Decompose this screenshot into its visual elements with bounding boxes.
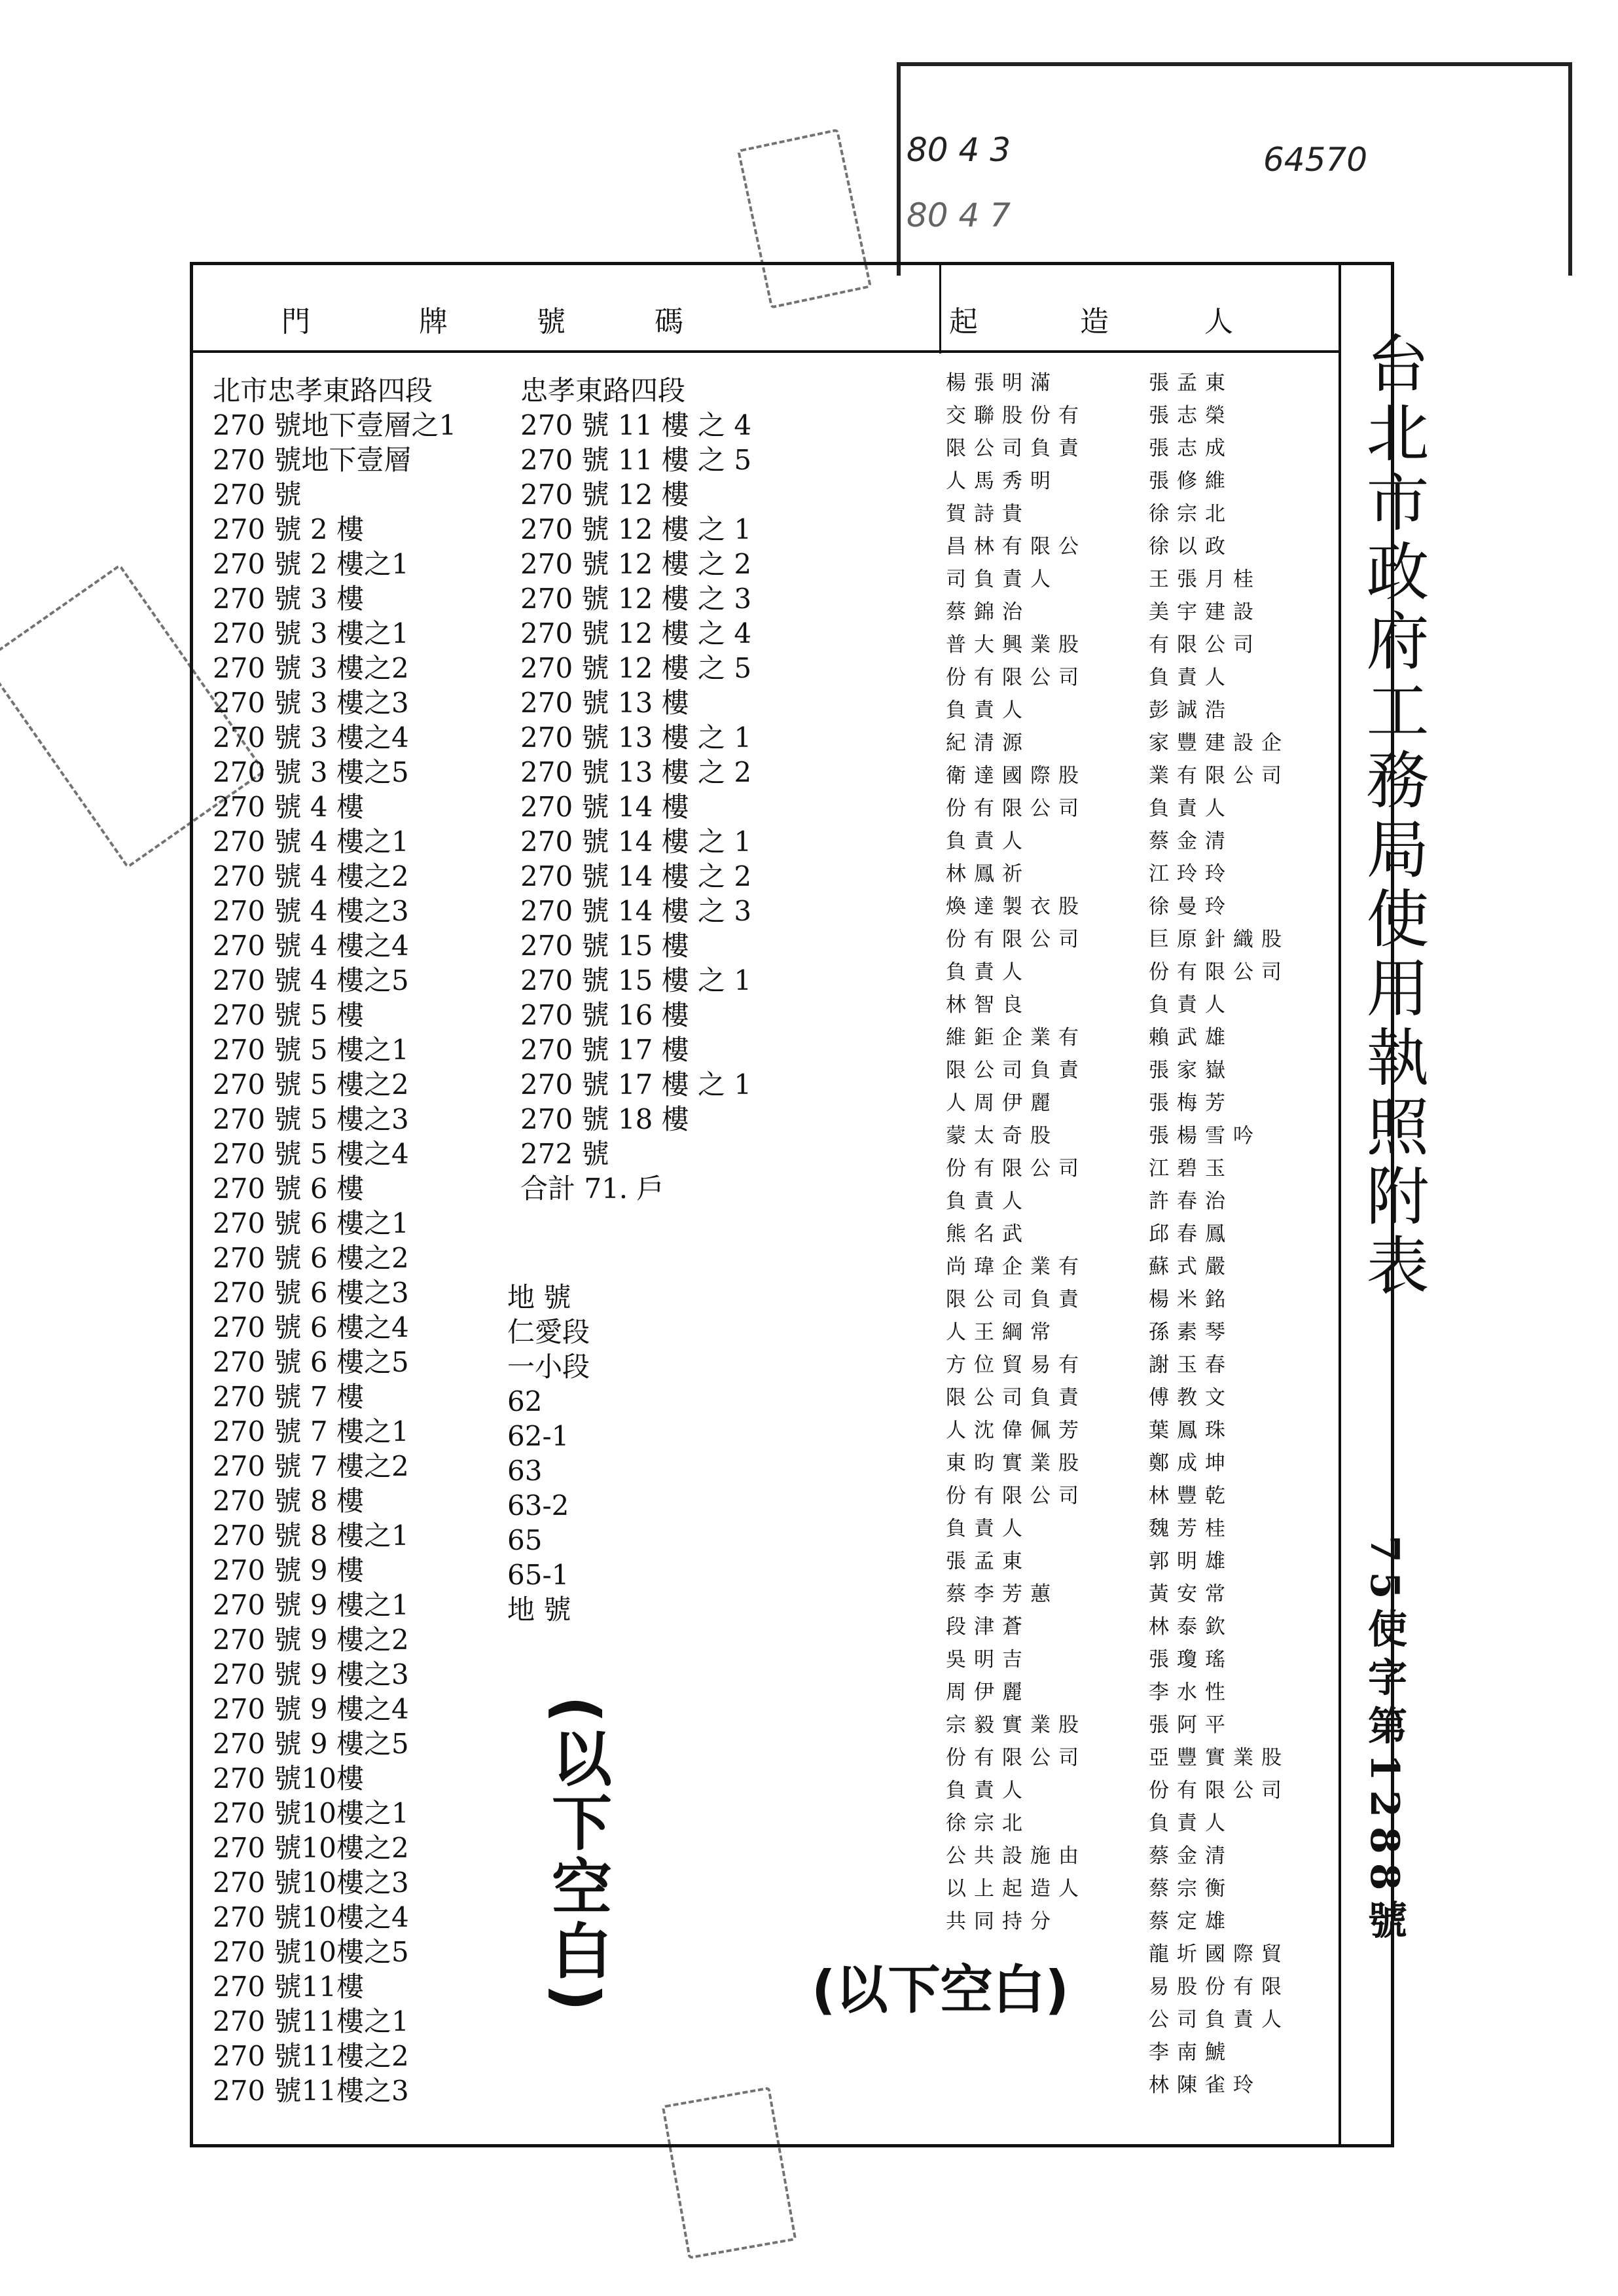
address-row: 270 號 3 樓之4 (213, 721, 409, 754)
header-address-char-1: 門 (281, 305, 312, 338)
owner-row: 鄭成坤 (1149, 1451, 1233, 1475)
owner-row: 葉鳳珠 (1149, 1419, 1233, 1442)
owner-row: 徐宗北 (1149, 502, 1233, 526)
header-owner-char-3: 人 (1204, 305, 1234, 338)
owner-row: 公司負責人 (1149, 2008, 1289, 2032)
owner-row: 林鳳祈 (946, 862, 1030, 886)
address-row: 270 號 2 樓之1 (213, 548, 409, 580)
registration-serial: 64570 (1263, 141, 1368, 179)
owner-row: 黃安常 (1149, 1582, 1233, 1606)
owner-row: 份有限公司 (946, 797, 1087, 820)
land-row: 仁愛段 (507, 1316, 590, 1348)
owner-row: 張修維 (1149, 469, 1233, 493)
owners-column-2 (1149, 367, 1289, 2102)
owner-row: 亞豐實業股 (1149, 1746, 1289, 1770)
owner-row: 負責人 (946, 960, 1030, 984)
address-row: 270 號 9 樓之2 (213, 1624, 409, 1656)
owner-row: 衛達國際股 (946, 764, 1087, 788)
address-row: 270 號 12 樓 (520, 479, 689, 511)
address-row: 270 號 5 樓之4 (213, 1138, 409, 1170)
address-row: 270 號 13 樓 之 2 (520, 756, 752, 788)
owner-row: 張楊雪吟 (1149, 1124, 1261, 1148)
owner-row: 份有限公司 (946, 1157, 1087, 1180)
owner-row: 邱春鳳 (1149, 1222, 1233, 1246)
owner-row: 巨原針織股 (1149, 928, 1289, 951)
owner-row: 份有限公司 (946, 1746, 1087, 1770)
owner-row: 負責人 (946, 1190, 1030, 1213)
owner-row: 江玲玲 (1149, 862, 1233, 886)
owner-row: 徐曼玲 (1149, 895, 1233, 919)
address-row: 270 號 7 樓之1 (213, 1415, 409, 1448)
owner-row: 負責人 (946, 699, 1030, 722)
blank-note: (以下空白) (812, 1959, 1070, 2020)
owner-row: 負責人 (946, 829, 1030, 853)
owner-row: 方位貿易有 (946, 1353, 1087, 1377)
owner-row: 張孟東 (946, 1550, 1030, 1573)
owner-row: 許春治 (1149, 1190, 1233, 1213)
owner-row: 蒙太奇股 (946, 1124, 1058, 1148)
owner-row: 昌林有限公 (946, 535, 1087, 558)
registration-header-box (897, 62, 1572, 276)
owner-row: 傅教文 (1149, 1386, 1233, 1410)
owner-row: 負責人 (946, 1779, 1030, 1802)
address-row: 270 號 12 樓 之 2 (520, 548, 752, 580)
address-row: 270 號10樓 (213, 1762, 364, 1795)
header-owner-char-2: 造 (1080, 305, 1110, 338)
owner-row: 人馬秀明 (946, 469, 1058, 493)
address-row: 270 號10樓之1 (213, 1797, 409, 1829)
address-row: 270 號 6 樓 (213, 1173, 364, 1205)
address-row: 270 號 4 樓 (213, 791, 364, 823)
registration-date-2: 80 4 7 (907, 196, 1011, 234)
address-row: 270 號 2 樓 (213, 513, 364, 545)
owner-row: 蔡金清 (1149, 1844, 1233, 1868)
address-row: 272 號 (520, 1138, 609, 1170)
address-row: 270 號 14 樓 之 1 (520, 826, 752, 858)
address-row: 270 號 13 樓 (520, 687, 689, 719)
owner-row: 公共設施由 (946, 1844, 1087, 1868)
header-address-char-2: 牌 (419, 305, 449, 338)
owner-row: 以上起造人 (946, 1877, 1087, 1901)
address-row: 270 號 17 樓 之 1 (520, 1068, 752, 1101)
owner-row: 蔡李芳蕙 (946, 1582, 1058, 1606)
owner-row: 家豐建設企 (1149, 731, 1289, 755)
owner-row: 林陳雀玲 (1149, 2073, 1261, 2097)
address-column-1 (213, 373, 456, 2108)
address-row: 270 號 7 樓 (213, 1381, 364, 1413)
owner-row: 蔡宗衡 (1149, 1877, 1233, 1901)
address-row: 270 號地下壹層 (213, 444, 412, 476)
owner-row: 張志榮 (1149, 404, 1233, 428)
address-row: 270 號 3 樓 (213, 583, 364, 615)
address-row: 270 號 9 樓之5 (213, 1728, 409, 1760)
owner-row: 美宇建設 (1149, 600, 1261, 624)
address-row: 270 號 17 樓 (520, 1034, 689, 1066)
owner-row: 限公司負責 (946, 437, 1087, 460)
owner-row: 負責人 (1149, 993, 1233, 1017)
address-row: 270 號11樓之2 (213, 2040, 409, 2072)
address-row: 270 號 6 樓之5 (213, 1346, 409, 1378)
owner-row: 紀清源 (946, 731, 1030, 755)
owner-row: 熊名武 (946, 1222, 1030, 1246)
header-owner-char-1: 起 (949, 305, 979, 338)
owner-row: 業有限公司 (1149, 764, 1289, 788)
owner-row: 限公司負責 (946, 1386, 1087, 1410)
address-row: 270 號 3 樓之5 (213, 756, 409, 788)
address-row: 270 號11樓 (213, 1971, 364, 2003)
owner-row: 蘇式嚴 (1149, 1255, 1233, 1279)
address-row: 270 號 3 樓之3 (213, 687, 409, 719)
owner-row: 林智良 (946, 993, 1030, 1017)
owner-row: 張阿平 (1149, 1713, 1233, 1737)
address-row: 270 號 18 樓 (520, 1103, 689, 1135)
owner-row: 人王綱常 (946, 1321, 1058, 1344)
land-row: 63 (507, 1455, 543, 1487)
address-row: 270 號 3 樓之2 (213, 652, 409, 684)
address-row: 270 號 6 樓之2 (213, 1242, 409, 1274)
owner-row: 李南鯱 (1149, 2041, 1233, 2064)
owner-row: 維鉅企業有 (946, 1026, 1087, 1049)
land-row: 65-1 (507, 1559, 569, 1591)
owner-row: 負責人 (1149, 1812, 1233, 1835)
owner-row: 共同持分 (946, 1910, 1058, 1933)
address-row: 270 號 14 樓 之 3 (520, 895, 752, 927)
owner-row: 周伊麗 (946, 1681, 1030, 1704)
owner-row: 交聯股份有 (946, 404, 1087, 428)
owner-row: 份有限公司 (1149, 1779, 1289, 1802)
address-row: 270 號 12 樓 之 5 (520, 652, 752, 684)
address-row: 270 號 6 樓之3 (213, 1277, 409, 1309)
owner-row: 易股份有限 (1149, 1975, 1289, 1999)
land-row: 一小段 (507, 1351, 590, 1383)
land-row: 63-2 (507, 1489, 569, 1522)
land-row: 62-1 (507, 1420, 569, 1452)
land-number-block (507, 1280, 590, 1627)
owner-row: 普大興業股 (946, 633, 1087, 657)
owner-row: 張志成 (1149, 437, 1233, 460)
owner-row: 份有限公司 (946, 666, 1087, 689)
owner-row: 謝玉春 (1149, 1353, 1233, 1377)
address-row: 270 號地下壹層之1 (213, 409, 457, 441)
address-row: 270 號11樓之1 (213, 2005, 409, 2037)
owner-row: 東昀實業股 (946, 1451, 1087, 1475)
owner-row: 彭誠浩 (1149, 699, 1233, 722)
address-row: 270 號 4 樓之2 (213, 860, 409, 892)
owner-row: 楊張明滿 (946, 371, 1058, 395)
address-row: 270 號 12 樓 之 3 (520, 583, 752, 615)
address-row: 270 號 16 樓 (520, 999, 689, 1031)
owner-row: 人周伊麗 (946, 1091, 1058, 1115)
header-rule (190, 350, 1339, 353)
owner-row: 吳明吉 (946, 1648, 1030, 1671)
address-row: 270 號 6 樓之4 (213, 1311, 409, 1343)
owner-row: 張家嶽 (1149, 1059, 1233, 1082)
address-row: 270 號 15 樓 之 1 (520, 964, 752, 996)
address-row: 270 號 4 樓之1 (213, 826, 409, 858)
header-address-char-3: 號 (537, 305, 567, 338)
owner-row: 林豐乾 (1149, 1484, 1233, 1508)
address-row: 270 號 3 樓之1 (213, 617, 409, 649)
owner-row: 司負責人 (946, 568, 1058, 591)
owners-column-1 (946, 367, 1087, 1938)
address-row: 北市忠孝東路四段 (213, 374, 433, 407)
license-number: 75使字第1288號 (1361, 1535, 1407, 1948)
address-row: 270 號 5 樓之2 (213, 1068, 409, 1101)
land-row: 62 (507, 1385, 543, 1417)
land-row: 65 (507, 1524, 543, 1556)
address-row: 270 號 4 樓之5 (213, 964, 409, 996)
owner-row: 郭明雄 (1149, 1550, 1233, 1573)
owner-row: 賀詩貴 (946, 502, 1030, 526)
owner-row: 宗毅實業股 (946, 1713, 1087, 1737)
owner-row: 負責人 (946, 1517, 1030, 1540)
owner-row: 李水性 (1149, 1681, 1233, 1704)
address-row: 270 號 4 樓之3 (213, 895, 409, 927)
owner-row: 張梅芳 (1149, 1091, 1233, 1115)
address-row: 270 號 9 樓之1 (213, 1589, 409, 1621)
owner-row: 徐宗北 (946, 1812, 1030, 1835)
address-row: 270 號 5 樓 (213, 999, 364, 1031)
owner-row: 楊米銘 (1149, 1288, 1233, 1311)
address-row: 270 號 15 樓 (520, 930, 689, 962)
address-row: 270 號 8 樓之1 (213, 1520, 409, 1552)
blank-note-vertical: (以下空白) (542, 1696, 612, 2016)
address-row: 270 號 9 樓之4 (213, 1693, 409, 1725)
address-row: 270 號10樓之3 (213, 1867, 409, 1899)
address-row: 270 號10樓之2 (213, 1832, 409, 1864)
owner-row: 張孟東 (1149, 371, 1233, 395)
owner-row: 份有限公司 (1149, 960, 1289, 984)
owner-row: 林泰欽 (1149, 1615, 1233, 1639)
address-row: 270 號 11 樓 之 5 (520, 444, 752, 476)
address-row: 270 號 8 樓 (213, 1485, 364, 1517)
address-row: 270 號 13 樓 之 1 (520, 721, 752, 754)
owner-row: 張瓊瑤 (1149, 1648, 1233, 1671)
address-row: 270 號10樓之5 (213, 1936, 409, 1968)
document-title: 台北市政府工務局使用執照附表 (1356, 331, 1429, 1302)
owner-row: 煥達製衣股 (946, 895, 1087, 919)
owner-row: 有限公司 (1149, 633, 1261, 657)
owner-row: 蔡定雄 (1149, 1910, 1233, 1933)
owner-row: 負責人 (1149, 797, 1233, 820)
address-row: 270 號 12 樓 之 4 (520, 617, 752, 649)
owner-row: 徐以政 (1149, 535, 1233, 558)
header-address-char-4: 碼 (655, 305, 685, 338)
address-row: 270 號 4 樓之4 (213, 930, 409, 962)
owner-row: 江碧玉 (1149, 1157, 1233, 1180)
address-row: 270 號 6 樓之1 (213, 1207, 409, 1239)
address-row: 270 號 11 樓 之 4 (520, 409, 752, 441)
owner-row: 份有限公司 (946, 928, 1087, 951)
owner-row: 王張月桂 (1149, 568, 1261, 591)
address-row: 270 號 14 樓 (520, 791, 689, 823)
address-row: 270 號10樓之4 (213, 1901, 409, 1933)
address-row: 270 號 12 樓 之 1 (520, 513, 752, 545)
land-row: 地 號 (507, 1281, 571, 1313)
owner-row: 蔡金清 (1149, 829, 1233, 853)
header-column-divider (939, 262, 941, 354)
owner-row: 蔡錦治 (946, 600, 1030, 624)
owner-row: 賴武雄 (1149, 1026, 1233, 1049)
owner-row: 份有限公司 (946, 1484, 1087, 1508)
address-row: 270 號 9 樓之3 (213, 1658, 409, 1690)
address-row: 270 號 (213, 479, 302, 511)
address-column-2 (520, 373, 751, 1206)
title-divider (1339, 262, 1341, 2144)
owner-row: 人沈偉佩芳 (946, 1419, 1087, 1442)
address-row: 270 號 7 樓之2 (213, 1450, 409, 1482)
address-row: 270 號 5 樓之1 (213, 1034, 409, 1066)
address-row: 忠孝東路四段 (520, 374, 686, 407)
owner-row: 尚瑋企業有 (946, 1255, 1087, 1279)
owner-row: 段津蒼 (946, 1615, 1030, 1639)
address-row: 270 號11樓之3 (213, 2075, 409, 2107)
registration-date: 80 4 3 (907, 131, 1011, 169)
owner-row: 限公司負責 (946, 1059, 1087, 1082)
address-row: 270 號 9 樓 (213, 1554, 364, 1586)
address-row: 270 號 5 樓之3 (213, 1103, 409, 1135)
owner-row: 龍圻國際貿 (1149, 1942, 1289, 1966)
address-row: 270 號 14 樓 之 2 (520, 860, 752, 892)
owner-row: 限公司負責 (946, 1288, 1087, 1311)
land-row: 地 號 (507, 1594, 571, 1626)
address-row: 合計 71. 戶 (520, 1173, 664, 1205)
owner-row: 負責人 (1149, 666, 1233, 689)
owner-row: 魏芳桂 (1149, 1517, 1233, 1540)
owner-row: 孫素琴 (1149, 1321, 1233, 1344)
